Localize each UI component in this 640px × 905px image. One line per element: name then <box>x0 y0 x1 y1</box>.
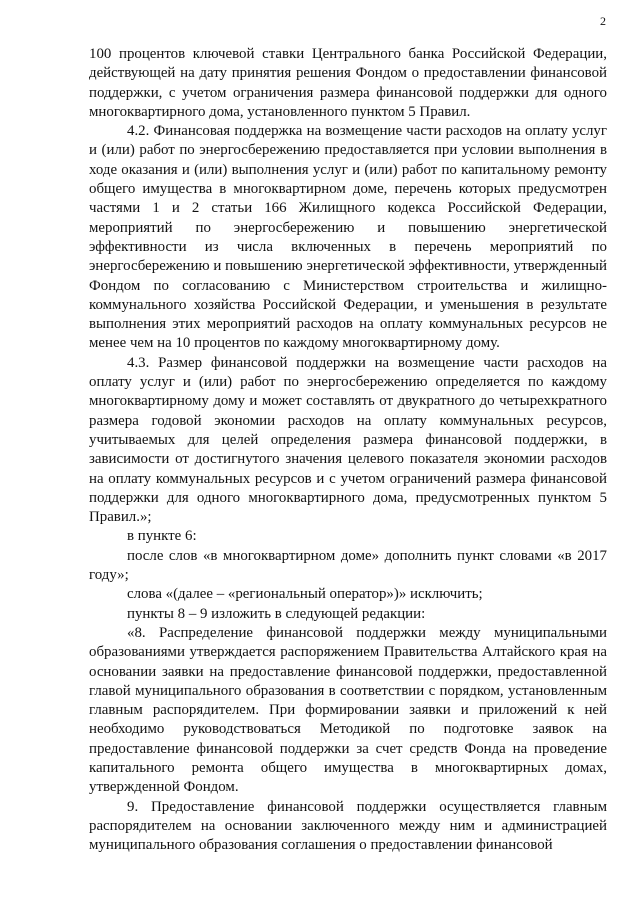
paragraph-4-2: 4.2. Финансовая поддержка на возмещение части расходов на оплату услуг и (или) работ по энергосбережению предоставляется при условии выполнения в ходе оказания и (или) выполнения услуг и (или) работ по капитальному ремонту общего имущества в многоквартирном доме, перечень которых предусмотрен частями 1 и 2 статьи 166 Жилищного кодекса Российской Федерации, мероприятий по энергосбережению и повышению энергетической эффективности из числа включенных в перечень мероприятий по энергосбережению и повышению энергетической эффективности, утвержденный Фондом по согласованию с Министерством строительства и жилищно-коммунального хозяйства Российской Федерации, и уменьшения в результате выполнения этих мероприятий расходов на оплату коммунальных ресурсов не менее чем на 10 процентов по каждому многоквартирному дому. <box>89 123 607 352</box>
paragraph-continuation: 100 процентов ключевой ставки Центрального банка Российской Федерации, действующей на дату принятия решения Фондом о предоставлении финансовой поддержки, с учетом ограничения размера финансовой поддержки для одного многоквартирного дома, установленного пунктом 5 Правил. <box>89 46 607 120</box>
paragraph-9: 9. Предоставление финансовой поддержки осуществляется главным распорядителем на основании заключенного между ним и администрацией муниципального образования соглашения о предоставлении финансовой <box>89 798 607 854</box>
paragraph-add-words: после слов «в многоквартирном доме» дополнить пункт словами «в 2017 году»; <box>89 547 607 584</box>
paragraph-4-3: 4.3. Размер финансовой поддержки на возмещение части расходов на оплату услуг и (или) работ по энергосбережению определяется по каждому многоквартирному дому и может составлять от двукратного до четырехкратного размера годовой экономии расходов на оплату коммунальных ресурсов, учитываемых для целей определения размера финансовой поддержки, в зависимости от достигнутого значения целевого показателя экономии расходов на оплату коммунальных ресурсов и с учетом ограничений размера финансовой поддержки для одного многоквартирного дома, предусмотренных пунктом 5 Правил.»; <box>89 354 607 526</box>
paragraph-8: «8. Распределение финансовой поддержки между муниципальными образованиями утверждается распоряжением Правительства Алтайского края на основании заявки на предоставление финансовой поддержки, предоставленной главой муниципального образования в соответствии с порядком, установленным главным распорядителем. При формировании заявки и приложений к ней необходимо руководствоваться Методикой по подготовке заявок на предоставление финансовой поддержки за счет средств Фонда на проведение капитального ремонта общего имущества в многоквартирных домах, утвержденной Фондом. <box>89 624 607 796</box>
document-body <box>89 45 607 855</box>
paragraph-exclude-words: слова «(далее – «региональный оператор»)» исключить; <box>127 586 483 603</box>
paragraph-points-8-9: пункты 8 – 9 изложить в следующей редакции: <box>127 605 426 622</box>
paragraph-point-6: в пункте 6: <box>127 528 197 545</box>
page-number: 2 <box>600 14 606 28</box>
